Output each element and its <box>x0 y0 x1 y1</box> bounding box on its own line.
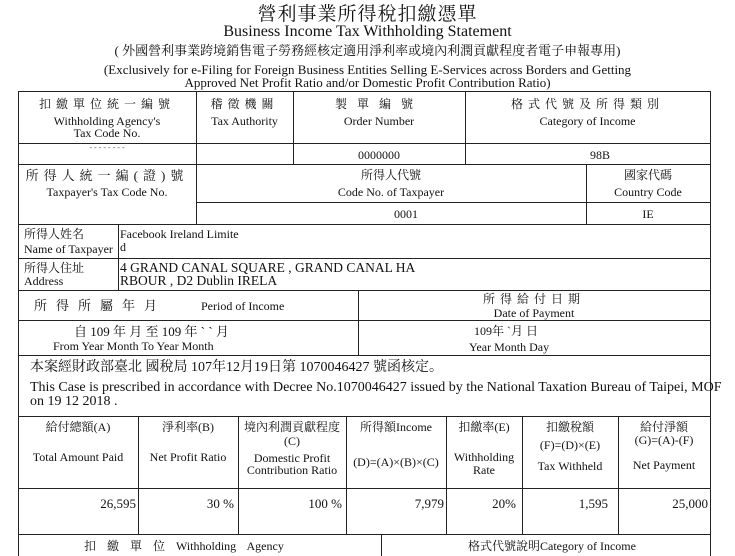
domestic-profit-value: 100 % <box>308 496 342 511</box>
agency-tax-code-label-en-line2: Tax Code No. <box>73 126 141 140</box>
form-subtitle-en-line1: (Exclusively for e-Filing for Foreign Business Entities Selling E-Services across Borders and Getting <box>103 62 632 77</box>
income-category-value: 98B <box>589 148 610 162</box>
form-title-en: Business Income Tax Withholding Statement <box>223 23 512 40</box>
withholding-rate-value: 20% <box>492 496 516 511</box>
withholding-agency-footer-label: 扣 繳 單 位 Withholding Agency <box>84 539 284 553</box>
payment-date-label-zh: 所得給付日期 <box>482 292 585 306</box>
income-period-label-zh: 所得所屬年月 <box>34 298 167 313</box>
tax-withheld-header-formula: (F)=(D)×(E) <box>539 438 601 452</box>
order-number-value: 0000000 <box>358 148 400 162</box>
taxpayer-code-value: 0001 <box>394 207 418 221</box>
taxpayer-address-value-line1: 4 GRAND CANAL SQUARE , GRAND CANAL HA <box>120 260 416 275</box>
income-period-value-en: From Year Month To Year Month <box>53 339 214 353</box>
income-category-label-zh: 格式代號及所得類別 <box>510 97 664 111</box>
taxpayer-name-label-zh: 所得人姓名 <box>24 227 85 241</box>
tax-authority-label-en: Tax Authority <box>211 114 278 128</box>
taxpayer-address-label-en: Address <box>24 274 64 288</box>
net-profit-ratio-header-zh: 淨利率(B) <box>162 420 214 434</box>
payment-date-value-zh: 109年 `月 日 <box>474 324 538 338</box>
decree-text-en-line1: This Case is prescribed in accordance with Decree No.1070046427 issued by the National Taxation Bureau of Taipei, MOF <box>30 380 722 395</box>
net-profit-ratio-header-en: Net Profit Ratio <box>149 450 227 464</box>
country-code-label-en: Country Code <box>614 185 682 199</box>
payment-date-value-en: Year Month Day <box>469 340 550 354</box>
withholding-rate-header-zh: 扣繳率(E) <box>458 420 510 434</box>
form-subtitle-en-line2: Approved Net Profit Ratio and/or Domestic Profit Contribution Ratio) <box>184 75 551 90</box>
agency-tax-code-label-zh: 扣繳單位統一編號 <box>38 97 175 111</box>
domestic-profit-header-zh: 境內利潤貢獻程度(C) <box>243 420 340 448</box>
net-payment-header-formula: (G)=(A)-(F) <box>634 433 694 447</box>
taxpayer-code-label-zh: 所得人代號 <box>360 168 421 182</box>
agency-tax-code-value: - - - - - - - - <box>89 143 125 152</box>
taxpayer-address-label-zh: 所得人住址 <box>24 261 85 275</box>
tax-authority-label-zh: 稽徵機關 <box>210 97 279 111</box>
payment-date-label-en: Date of Payment <box>493 306 575 320</box>
income-header-zh: 所得額Income <box>360 420 432 434</box>
country-code-label-zh: 國家代碼 <box>623 168 672 182</box>
decree-text-zh: 本案經財政部臺北 國稅局 107年12月19日第 1070046427 號函核定。 <box>30 360 443 375</box>
net-profit-ratio-value: 30 % <box>206 496 234 511</box>
taxpayer-address-value-line2: RBOUR , D2 Dublin IRELA <box>120 273 278 288</box>
total-amount-header-zh: 給付總額(A) <box>45 420 111 434</box>
income-category-label-en: Category of Income <box>539 114 636 128</box>
income-value: 7,979 <box>414 496 444 511</box>
income-period-value-zh: 自 109 年 月 至 109 年 ` ` 月 <box>74 324 229 339</box>
tax-withheld-value: 1,595 <box>578 496 608 511</box>
order-number-label-en: Order Number <box>343 114 415 128</box>
agency-tax-code-label-en-line1: Withholding Agency's <box>53 114 161 128</box>
net-payment-header-en: Net Payment <box>632 458 696 472</box>
taxpayer-name-value-line2: d <box>120 240 126 254</box>
total-amount-header-en: Total Amount Paid <box>32 450 124 464</box>
income-period-label-en: Period of Income <box>201 299 285 313</box>
tax-withheld-header-en: Tax Withheld <box>537 459 603 473</box>
tax-withheld-header-zh: 扣繳稅額 <box>545 420 594 434</box>
total-amount-value: 26,595 <box>100 496 136 511</box>
taxpayer-tax-code-label-zh: 所得人統一編(證)號 <box>25 168 189 183</box>
country-code-value: IE <box>642 207 654 221</box>
net-payment-header-zh: 給付淨額 <box>639 420 688 434</box>
domestic-profit-header-en: Domestic Profit Contribution Ratio <box>246 451 338 477</box>
taxpayer-tax-code-label-en: Taxpayer's Tax Code No. <box>46 185 168 199</box>
form-subtitle-zh: ( 外國營利事業跨境銷售電子勞務經核定適用淨利率或境內利潤貢獻程度者電子申報專用) <box>114 43 621 58</box>
taxpayer-name-label-en: Name of Taxpayer <box>24 242 113 256</box>
withholding-rate-header-en: Withholding Rate <box>453 450 515 477</box>
category-of-income-footer-label: 格式代號說明Category of Income <box>468 539 636 553</box>
form-title-zh: 營利事業所得稅扣繳憑單 <box>257 4 478 25</box>
taxpayer-code-label-en: Code No. of Taxpayer <box>337 185 445 199</box>
order-number-label-zh: 製單編號 <box>334 97 423 111</box>
income-header-formula: (D)=(A)×(B)×(C) <box>353 455 439 469</box>
taxpayer-name-value-line1: Facebook Ireland Limite <box>120 227 239 241</box>
net-payment-value: 25,000 <box>672 496 708 511</box>
decree-text-en-line2: on 19 12 2018 . <box>30 394 118 409</box>
